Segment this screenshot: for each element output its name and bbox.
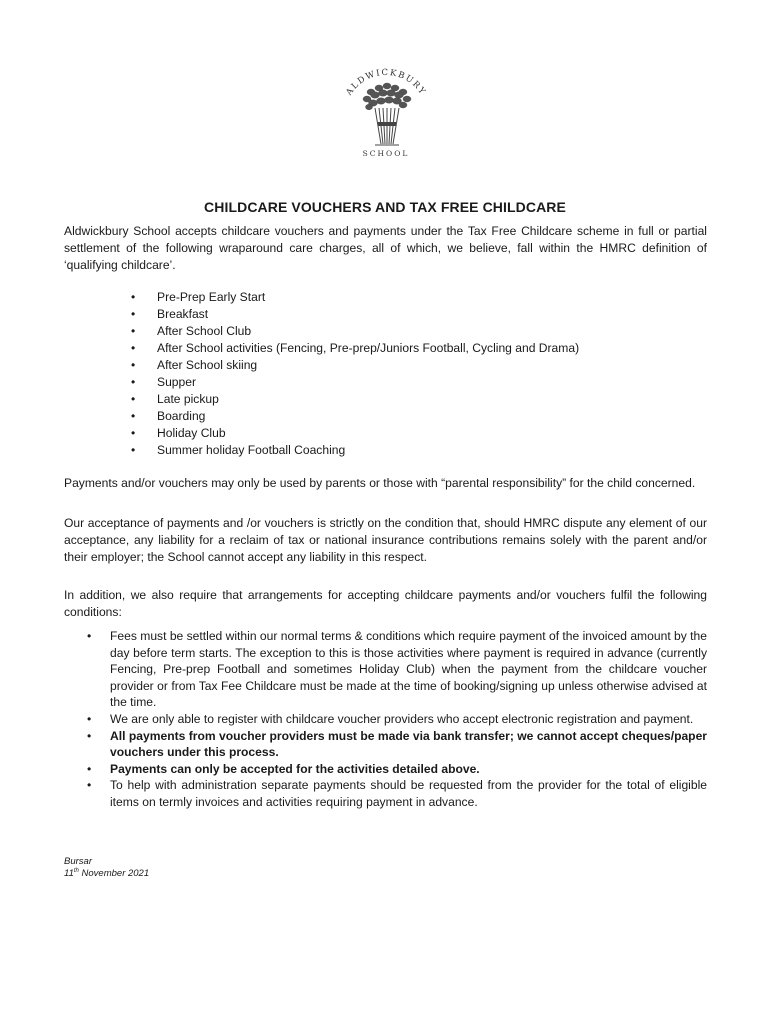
list-item bbox=[0, 628, 770, 711]
conditions-intro-paragraph: In addition, we also require that arrangements for accepting childcare payments and/or vouchers fulfil the following conditions: bbox=[64, 588, 707, 619]
bullet-icon: • bbox=[131, 341, 136, 355]
bullet-icon: • bbox=[87, 728, 92, 743]
condition-text: Fees must be settled within our normal terms & conditions which require payment of the invoiced amount by the day before term starts. The exception to this is those activities where payment is required in advance (currently Fencing, Pre-prep Football and sometimes Holiday Club) when the payment from the childcare voucher provider or from Tax Fee Childcare must be made at the time of booking/signing up unless otherwise advised at the time. bbox=[110, 629, 707, 710]
bullet-icon: • bbox=[87, 761, 92, 776]
list-item bbox=[0, 777, 770, 810]
bullet-icon: • bbox=[87, 711, 92, 726]
page-title: CHILDCARE VOUCHERS AND TAX FREE CHILDCARE bbox=[204, 199, 566, 215]
parental-responsibility-paragraph: Payments and/or vouchers may only be used by parents or those with “parental responsibility” for the child concerned. bbox=[64, 476, 696, 490]
bullet-icon: • bbox=[131, 375, 136, 389]
acceptance-paragraph: Our acceptance of payments and /or vouchers is strictly on the condition that, should HMRC dispute any element of our acceptance, any liability for a reclaim of tax or national insurance contributions remains solely with the parent and/or their employer; the School cannot accept any liability in this respect. bbox=[64, 516, 707, 564]
date-rest: November 2021 bbox=[78, 868, 150, 880]
signature-role: Bursar bbox=[64, 856, 92, 867]
condition-text: To help with administration separate payments should be requested from the provider for the total of eligible items on termly invoices and activities requiring payment in advance. bbox=[110, 778, 707, 809]
list-item-label: After School skiing bbox=[157, 358, 258, 372]
conditions-list bbox=[0, 628, 770, 811]
bullet-icon: • bbox=[131, 409, 136, 423]
wheatsheaf-crest-icon bbox=[331, 64, 441, 158]
list-item bbox=[0, 761, 770, 778]
list-item-label: Late pickup bbox=[157, 392, 219, 406]
date-suffix: th bbox=[73, 868, 79, 874]
list-item-label: Summer holiday Football Coaching bbox=[157, 443, 346, 457]
date-day: 11 bbox=[64, 868, 74, 880]
condition-text: Payments can only be accepted for the activities detailed above. bbox=[110, 761, 480, 776]
intro-paragraph: Aldwickbury School accepts childcare vouchers and payments under the Tax Free Childcare scheme in full or partial settlement of the following wraparound care charges, all of which, we believe, fall within the HMRC definition of ‘qualifying childcare’. bbox=[64, 224, 707, 272]
signature-date bbox=[64, 868, 149, 879]
list-item-label: Pre-Prep Early Start bbox=[157, 290, 266, 304]
bullet-icon: • bbox=[131, 324, 136, 338]
bullet-icon: • bbox=[87, 778, 92, 793]
list-item-label: Boarding bbox=[157, 409, 206, 423]
bullet-icon: • bbox=[131, 443, 136, 457]
bullet-icon: • bbox=[131, 290, 136, 304]
condition-text: We are only able to register with childcare voucher providers who accept electronic registration and payment. bbox=[110, 711, 694, 726]
list-item-label: After School Club bbox=[157, 324, 252, 338]
bullet-icon: • bbox=[131, 307, 136, 321]
logo-arc-text: ALDWICKBURY bbox=[344, 67, 428, 98]
condition-text: All payments from voucher providers must be made via bank transfer; we cannot accept cheques/paper vouchers under this process. bbox=[110, 728, 707, 760]
bullet-icon: • bbox=[131, 358, 136, 372]
list-item bbox=[0, 728, 770, 761]
logo-sub-text: SCHOOL bbox=[362, 149, 410, 158]
school-crest-logo bbox=[331, 64, 441, 158]
list-item-label: Supper bbox=[157, 375, 196, 389]
bullet-icon: • bbox=[87, 629, 92, 643]
list-item-label: Breakfast bbox=[157, 307, 209, 321]
bullet-icon: • bbox=[131, 392, 136, 406]
list-item-label: After School activities (Fencing, Pre-prep/Juniors Football, Cycling and Drama) bbox=[157, 341, 580, 355]
bullet-icon: • bbox=[131, 426, 136, 440]
list-item-label: Holiday Club bbox=[157, 426, 226, 440]
list-item bbox=[0, 711, 770, 728]
